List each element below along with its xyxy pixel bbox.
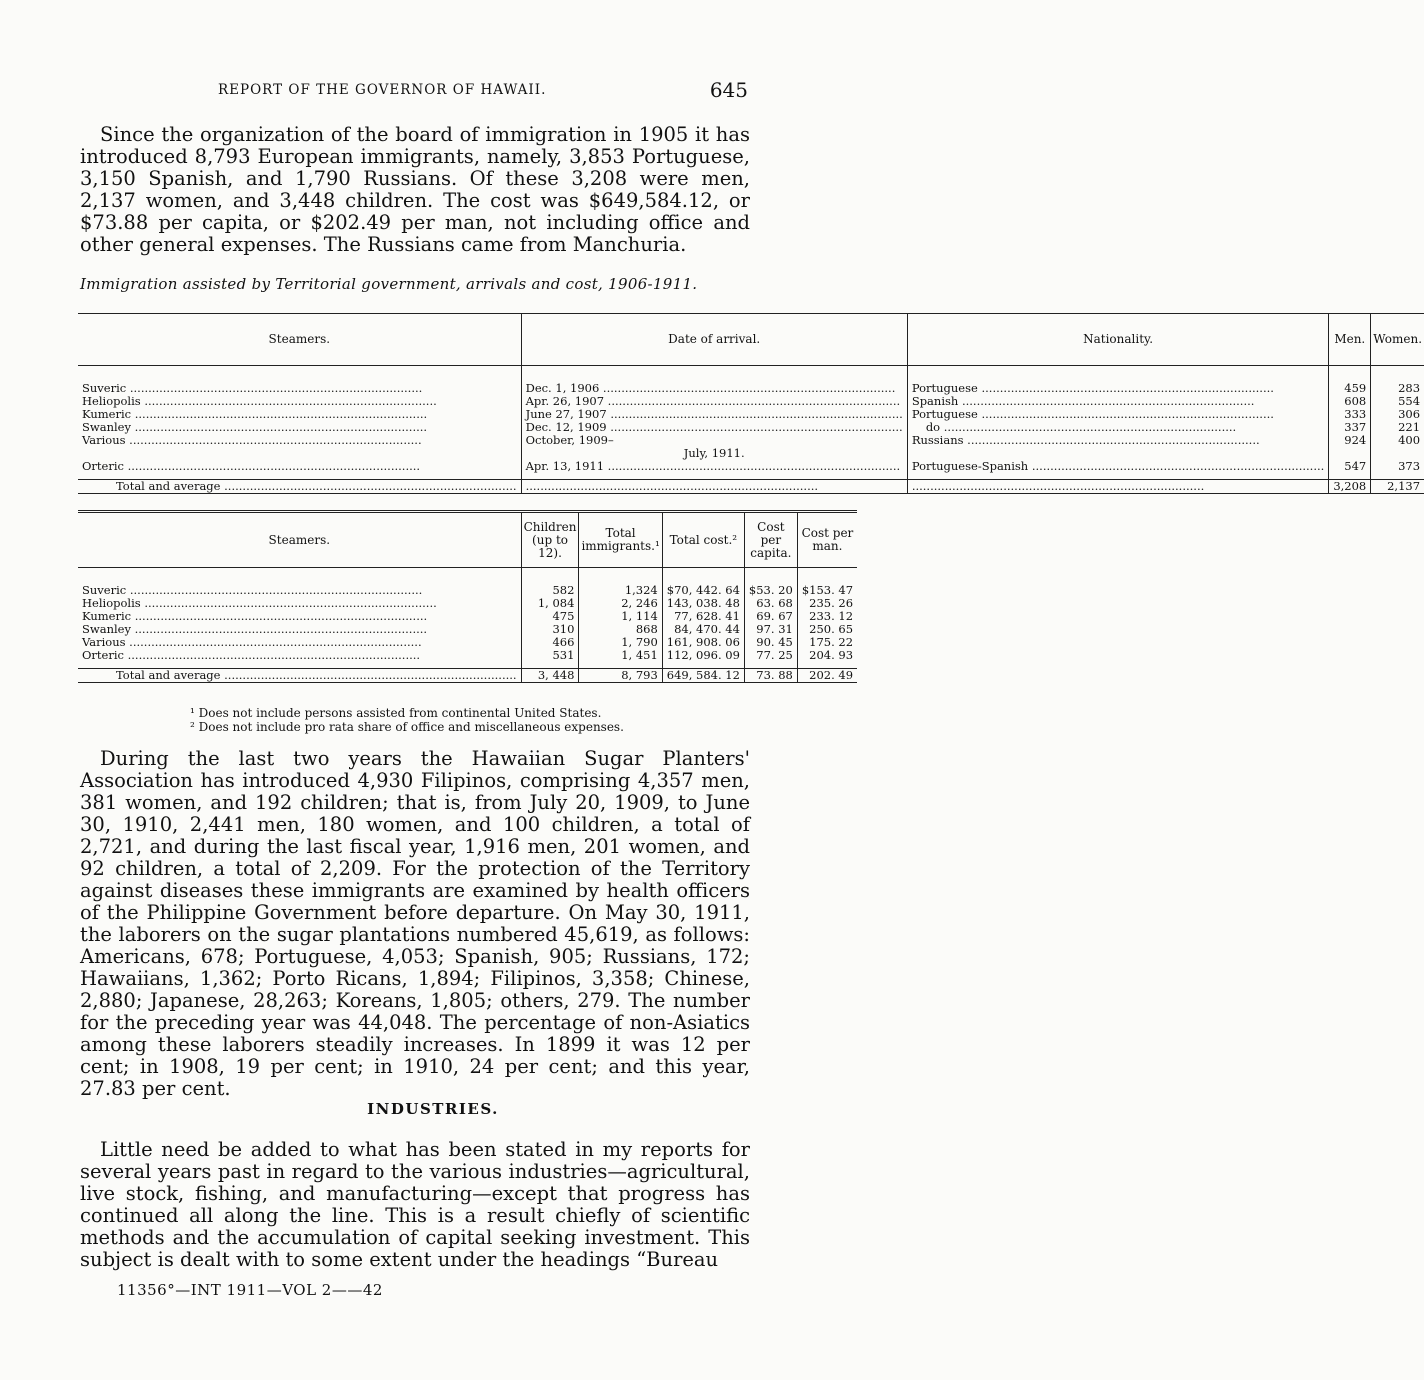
cost-per-capita: 97. 31 — [756, 622, 793, 636]
women-count: 283 — [1398, 381, 1421, 395]
table-caption: Immigration assisted by Territorial government, arrivals and cost, 1906-1911. — [80, 275, 698, 293]
children-count: 475 — [552, 609, 575, 623]
col-steamers: Steamers. — [78, 314, 521, 366]
col-nationality: Nationality. — [907, 314, 1329, 366]
leader-dots — [912, 480, 1325, 493]
men-count: 333 — [1344, 407, 1367, 421]
cost-per-man: 235. 26 — [809, 596, 854, 610]
arrivals-table — [78, 313, 1424, 494]
children-count: 310 — [552, 622, 575, 636]
intro-paragraph: Since the organization of the board of immigration in 1905 it has introduced 8,793 European immigrants, namely, 3,853 Portuguese, 3,150 Spanish, and 1,790 Russians. Of these 3,208 were men, 2,137 women, and 3,448 children. The cost was $649,584.12, or $73.88 per capita, or $202.49 per man, not including office and other general expenses. The Russians came from Manchuria. — [80, 123, 750, 256]
col-total-immigrants: Total immigrants.¹ — [579, 512, 662, 568]
arrival-date: June 27, 1907 ..... — [526, 408, 903, 421]
cost-per-man: 204. 93 — [809, 648, 854, 662]
steamer-name: Kumeric ..... — [82, 610, 517, 623]
nationality: Portuguese ..... — [912, 408, 1325, 421]
steamer-name: Orteric ..... — [82, 460, 517, 473]
steamer-name: Heliopolis ..... — [82, 395, 517, 408]
women-count: 554 — [1398, 394, 1421, 408]
total-women: 2,137 — [1371, 480, 1424, 494]
filipino-paragraph: During the last two years the Hawaiian Sugar Planters' Association has introduced 4,930 Filipinos, comprising 4,357 men, 381 women, and 192 children; that is, from July 20, 1909, to June 30, 1910, 2,441 men, 180 women, and 100 children, a total of 2,721, and during the last fiscal year, 1,916 men, 201 women, and 92 children, a total of 2,209. For the protection of the Territory against diseases these immigrants are examined by health officers of the Philippine Government before departure. On May 30, 1911, the laborers on the sugar plantations numbered 45,619, as follows: Americans, 678; Portuguese, 4,053; Spanish, 905; Russians, 172; Hawaiians, 1,362; Porto Ricans, 1,894; Filipinos, 3,358; Chinese, 2,880; Japanese, 28,263; Koreans, 1,805; others, 279. The number for the preceding year was 44,048. The percentage of non-Asiatics among these laborers steadily increases. In 1899 it was 12 per cent; in 1908, 19 per cent; in 1910, 24 per cent; and this year, 27.83 per cent. — [80, 747, 750, 1100]
total-immigrants: 1,324 — [624, 583, 658, 597]
men-count: 608 — [1344, 394, 1367, 408]
total-men: 3,208 — [1329, 480, 1371, 494]
cost-per-man: 175. 22 — [809, 635, 854, 649]
women-count: 373 — [1398, 459, 1421, 473]
steamer-name: Kumeric ..... — [82, 408, 517, 421]
industries-paragraph: Little need be added to what has been stated in my reports for several years past in regard to the various industries—agricultural, live stock, fishing, and manufacturing—except that progress has continued all along the line. This is a result chiefly of scientific methods and the accumulation of capital seeking investment. This subject is dealt with to some extent under the headings “Bureau — [80, 1138, 750, 1271]
steamer-name: Orteric ..... — [82, 649, 517, 662]
cost-per-man: $153. 47 — [801, 583, 854, 597]
total-row — [78, 480, 1424, 494]
nationality: Russians ..... — [912, 434, 1325, 447]
women-count: 306 — [1398, 407, 1421, 421]
footnote: ² Does not include pro rata share of office and miscellaneous expenses. — [190, 720, 624, 734]
children-count: 1, 084 — [537, 596, 575, 610]
total-cost: 161, 908. 06 — [666, 635, 740, 649]
col-total-cost: Total cost.² — [662, 512, 744, 568]
arrival-date: Apr. 13, 1911 ..... — [526, 460, 903, 473]
total-cost: 112, 096. 09 — [666, 648, 740, 662]
footnotes — [190, 706, 624, 734]
average-per-capita: 73. 88 — [744, 669, 797, 683]
men-count: 337 — [1344, 420, 1367, 434]
men-count: 459 — [1344, 381, 1367, 395]
total-immigrants: 1, 114 — [621, 609, 658, 623]
arrival-date: Dec. 12, 1909 ..... — [526, 421, 903, 434]
nationality: Portuguese ..... — [912, 382, 1325, 395]
arrival-date: Apr. 26, 1907 ..... — [526, 395, 903, 408]
steamer-name: Swanley ..... — [82, 623, 517, 636]
total-immigrants: 2, 246 — [621, 596, 658, 610]
cost-per-capita: 90. 45 — [756, 635, 793, 649]
men-count: 924 — [1344, 433, 1367, 447]
total-cost: 77, 628. 41 — [674, 609, 740, 623]
section-heading: INDUSTRIES. — [367, 1100, 499, 1118]
col-men: Men. — [1329, 314, 1371, 366]
total-cost: $70, 442. 64 — [666, 583, 740, 597]
steamer-name: Heliopolis ..... — [82, 597, 517, 610]
nationality: Portuguese-Spanish ..... — [912, 460, 1325, 473]
cost-per-man: 250. 65 — [809, 622, 854, 636]
page-number: 645 — [709, 78, 748, 102]
total-immigrants-sum: 8, 793 — [579, 669, 662, 683]
col-cost-per-man: Cost per man. — [797, 512, 857, 568]
cost-per-capita: 77. 25 — [756, 648, 793, 662]
children-count: 466 — [552, 635, 575, 649]
total-cost: 84, 470. 44 — [674, 622, 740, 636]
running-title: REPORT OF THE GOVERNOR OF HAWAII. — [218, 82, 547, 98]
cost-table — [78, 510, 857, 683]
total-cost: 143, 038. 48 — [666, 596, 740, 610]
average-per-man: 202. 49 — [797, 669, 857, 683]
arrival-date: Dec. 1, 1906 ..... — [526, 382, 903, 395]
total-label: Total and average ..... — [82, 480, 517, 493]
nationality: do ..... — [912, 421, 1325, 434]
cost-per-capita: 69. 67 — [756, 609, 793, 623]
steamer-name: Suveric ..... — [82, 584, 517, 597]
leader-dots — [526, 480, 903, 493]
steamer-name: Swanley ..... — [82, 421, 517, 434]
total-immigrants: 868 — [635, 622, 658, 636]
total-label: Total and average ..... — [82, 669, 517, 682]
steamer-name: Various ..... — [82, 434, 517, 447]
children-count: 582 — [552, 583, 575, 597]
total-cost-sum: 649, 584. 12 — [662, 669, 744, 683]
printer-imprint: 11356°—INT 1911—VOL 2——42 — [117, 1281, 383, 1299]
total-immigrants: 1, 451 — [621, 648, 658, 662]
arrival-date-continued: July, 1911. — [683, 446, 745, 460]
col-children: Children (up to 12). — [521, 512, 579, 568]
steamer-name: Suveric ..... — [82, 382, 517, 395]
col-steamers: Steamers. — [78, 512, 521, 568]
col-women: Women. — [1371, 314, 1424, 366]
cost-per-capita: 63. 68 — [756, 596, 793, 610]
total-row — [78, 669, 857, 683]
women-count: 221 — [1398, 420, 1421, 434]
nationality: Spanish ..... — [912, 395, 1325, 408]
total-children: 3, 448 — [521, 669, 579, 683]
table-row — [78, 366, 1424, 480]
cost-per-man: 233. 12 — [809, 609, 854, 623]
steamer-name: Various ..... — [82, 636, 517, 649]
cost-per-capita: $53. 20 — [748, 583, 793, 597]
total-immigrants: 1, 790 — [621, 635, 658, 649]
table-row — [78, 568, 857, 669]
women-count: 400 — [1398, 433, 1421, 447]
page-header — [218, 78, 748, 102]
arrival-date: October, 1909– — [525, 433, 614, 447]
men-count: 547 — [1344, 459, 1367, 473]
footnote: ¹ Does not include persons assisted from continental United States. — [190, 706, 602, 720]
children-count: 531 — [552, 648, 575, 662]
col-date: Date of arrival. — [521, 314, 907, 366]
col-cost-per-capita: Cost per capita. — [744, 512, 797, 568]
